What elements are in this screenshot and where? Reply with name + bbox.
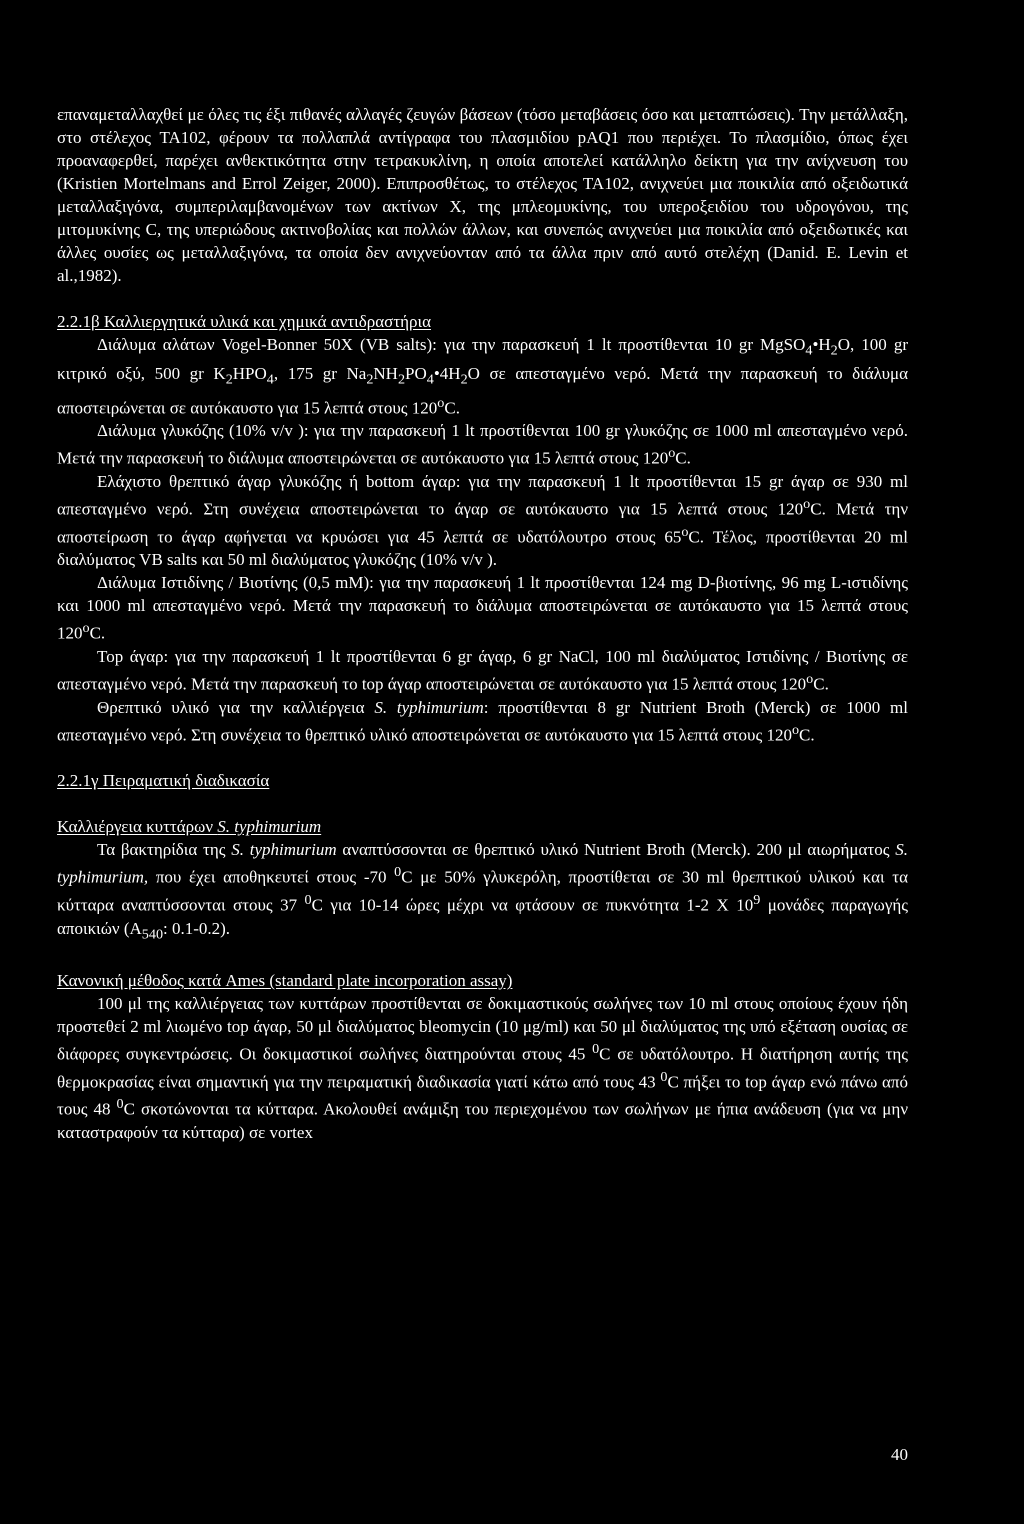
paragraph-glucose: Διάλυμα γλυκόζης (10% v/v ): για την παρασκευή 1 lt προστίθενται 100 gr γλυκόζης σε 1000 ml απεσταγμένο νερό. Μετά την παρασκευή το διάλυμα αποστειρώνεται σε αυτόκαυστο για 15 λεπτά στους 120$^o$C. bbox=[57, 421, 908, 469]
paragraph-vb-salts: Διάλυμα αλάτων Vogel-Bonner 50X (VB salts): για την παρασκευή 1 lt προστίθενται 10 gr $MgSO_4•H_2O$, 100 gr κιτρικό οξύ, 500 gr $K_2HPO_4$, 175 gr $Na_2NH_2PO_4•4H_2O$ σε απεσταγμένο νερό. Μετά την παρασκευή το διάλυμα αποστειρώνεται σε αυτόκαυστο για 15 λεπτά στους 120$^o$C. bbox=[57, 335, 909, 418]
paragraph-culture: Τα βακτηρίδια της S. typhimurium αναπτύσσονται σε θρεπτικό υλικό Nutrient Broth (Merck). 200 μl αιωρήματος S. typhimurium, που έχει αποθηκευτεί στους -70 $^0$C με 50% γλυκερόλη, προστίθεται σε 30 ml θρεπτικού υλικού και τα κύτταρα αναπτύσσονται στους 37 $^0$C για 10-14 ώρες μέχρι να φτάσουν σε πυκνότητα 1-2 X $10^9$ μονάδες παραγωγής αποικιών ($A_{540}$: 0.1-0.2). bbox=[57, 840, 908, 943]
paragraph-nutrient-broth: Θρεπτικό υλικό για την καλλιέργεια S. typhimurium: προστίθενται 8 gr Nutrient Broth (Merck) σε 1000 ml απεσταγμένο νερό. Στη συνέχεια το θρεπτικό υλικό αποστειρώνεται σε αυτόκαυστο για 15 λεπτά στους 120$^o$C. bbox=[57, 697, 908, 745]
heading-ames: Κανονική μέθοδος κατά Ames (standard plate incorporation assay) bbox=[57, 971, 513, 991]
spacer bbox=[57, 946, 908, 969]
page-body bbox=[57, 103, 908, 1144]
heading-procedure: 2.2.1γ Πειραματική διαδικασία bbox=[57, 771, 270, 791]
paragraph-ta102: επαναμεταλλαχθεί με όλες τις έξι πιθανές αλλαγές ζευγών βάσεων (τόσο μεταβάσεις όσο και μεταπτώσεις). Την μετάλλαξη, στο στέλεχος TA102, φέρουν τα πολλαπλά αντίγραφα του πλασμιδίου pAQ1 που περιέχει. Το πλασμίδιο, όπως έχει προαναφερθεί, παρέχει ανθεκτικότητα στην τετρακυκλίνη, η οποία αποτελεί κατάλληλο δείκτη για την ανίχνευση του (Kristien Mortelmans and Errol Zeiger, 2000). Επιπροσθέτως, το στέλεχος TA102, ανιχνεύει μια ποικιλία από οξειδωτικά μεταλλαξιγόνα, συμπεριλαμβανομένων των ακτίνων X, της μπλεομυκίνης, του υπεροξειδίου του υδρογόνου, της μιτομυκίνης C, της υπεριώδους ακτινοβολίας και πολλών άλλων, και συνεπώς ανιχνεύει μια ποικιλία από οξειδωτικές και άλλες ουσίες ως μεταλλαξιγόνα, τα οποία δεν ανιχνεύονταν από τα άλλα πριν από αυτό στελέχη (Danid. E. Levin et al.,1982). bbox=[57, 105, 908, 285]
spacer bbox=[57, 287, 908, 310]
paragraph-histidine-biotin: Διάλυμα Ιστιδίνης / Βιοτίνης (0,5 mM): για την παρασκευή 1 lt προστίθενται 124 mg D-βιοτίνης, 96 mg L-ιστιδίνης και 1000 ml απεσταγμένο νερό. Μετά την παρασκευή το διάλυμα αποστειρώνεται σε αυτόκαυστο για 15 λεπτά στους 120$^o$C. bbox=[57, 573, 908, 644]
page-number: 40 bbox=[891, 1445, 908, 1464]
spacer bbox=[57, 746, 908, 769]
paragraph-bottom-agar: Ελάχιστο θρεπτικό άγαρ γλυκόζης ή bottom άγαρ: για την παρασκευή 1 lt προστίθενται 15 gr άγαρ σε 930 ml απεσταγμένο νερό. Στη συνέχεια αποστειρώνεται το άγαρ σε αυτόκαυστο για 15 λεπτά στους 120$^o$C. Μετά την αποστείρωση το άγαρ αφήνεται να κρυώσει για 45 λεπτά σε υδατόλουτρο στους 65$^o$C. Τέλος, προστίθενται 20 ml διαλύματος VB salts και 50 ml διαλύματος γλυκόζης (10% v/v ). bbox=[57, 472, 908, 570]
paragraph-ames: 100 μl της καλλιέργειας των κυττάρων προστίθενται σε δοκιμαστικούς σωλήνες των 10 ml στους οποίους έχουν ήδη προστεθεί 2 ml λιωμένο top άγαρ, 50 μl διαλύματος bleomycin (10 μg/ml) και 50 μl διαλύματος της υπό εξέταση ουσίας σε διάφορες συγκεντρώσεις. Οι δοκιμαστικοί σωλήνες διατηρούνται στους 45 $^0$C σε υδατόλουτρο. Η διατήρηση αυτής της θερμοκρασίας είναι σημαντική για την πειραματική διαδικασία γιατί κάτω από τους 43 $^0$C πήξει το top άγαρ ενώ πάνω από τους 48 $^0$C σκοτώνονται τα κύτταρα. Ακολουθεί ανάμιξη του περιεχομένου των σωλήνων με ήπια ανάδευση (για να μην καταστραφούν τα κύτταρα) σε vortex bbox=[57, 994, 909, 1143]
heading-culture: Καλλιέργεια κυττάρων S. typhimurium bbox=[57, 817, 322, 837]
heading-materials: 2.2.1β Καλλιεργητικά υλικά και χημικά αντιδραστήρια bbox=[57, 312, 431, 331]
spacer bbox=[57, 792, 908, 815]
paragraph-top-agar: Top άγαρ: για την παρασκευή 1 lt προστίθενται 6 gr άγαρ, 6 gr NaCl, 100 ml διαλύματος Ιστιδίνης / Βιοτίνης σε απεσταγμένο νερό. Μετά την παρασκευή το top άγαρ αποστειρώνεται σε αυτόκαυστο για 15 λεπτά στους 120$^o$C. bbox=[57, 647, 908, 694]
